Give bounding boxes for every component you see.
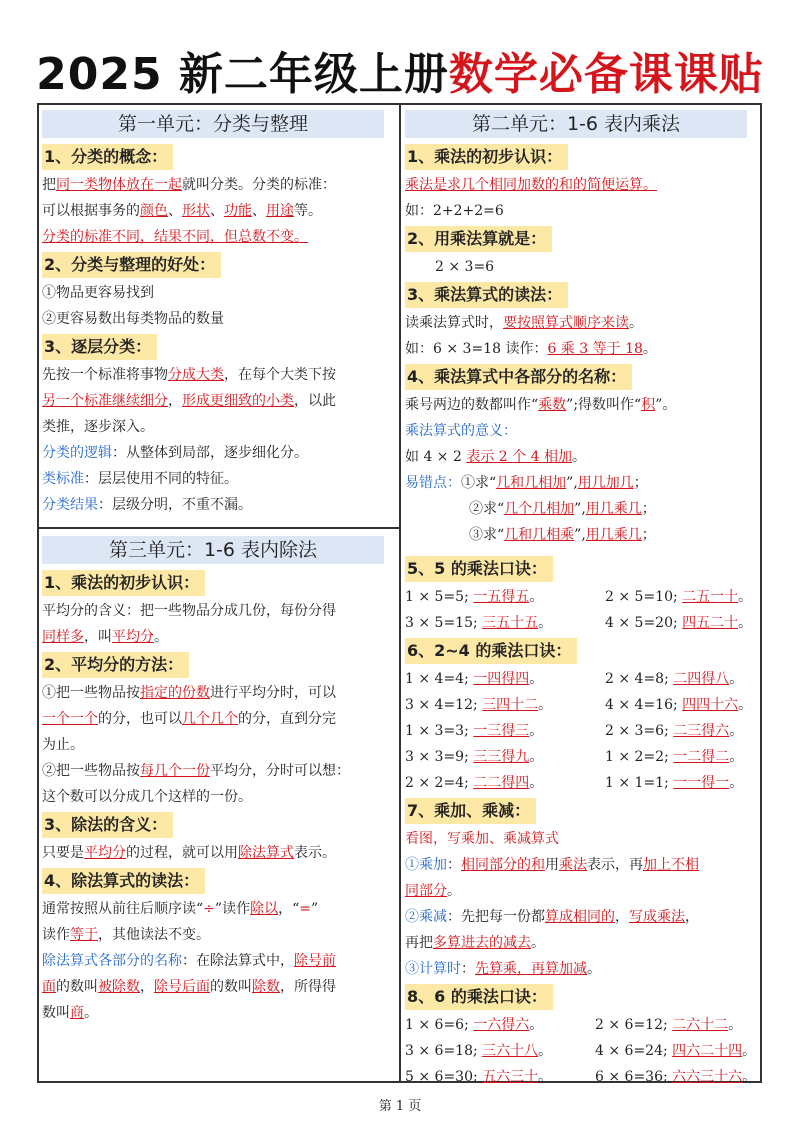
column-divider xyxy=(399,103,401,1083)
unit1-s2: 2、分类与整理的好处： xyxy=(42,252,221,278)
unit1-s3-line4: 分类的逻辑：从整体到局部，逐步细化分。 xyxy=(42,445,308,461)
unit1-s3-line2: 另一个标准继续细分，形成更细致的小类，以此 xyxy=(42,393,336,409)
unit1-s3-line1: 先按一个标准将事物分成大类，在每个大类下按 xyxy=(42,367,336,383)
unit3-s4-line2: 读作等于，其他读法不变。 xyxy=(42,927,210,943)
unit3-s2-line4: ②把一些物品按每几个一份平均分，分时可以想： xyxy=(42,763,350,779)
unit2-s7-line6: ③计算时：先算乘，再算加减。 xyxy=(405,961,601,977)
unit3-section xyxy=(42,536,394,1026)
unit1-s1-line2: 可以根据事务的颜色、形状、功能、用途等。 xyxy=(42,203,322,219)
page-footer: 第 1 页 xyxy=(378,1099,422,1114)
unit3-heading: 第三单元：1-6 表内除法 xyxy=(42,536,384,564)
unit2-s3-line1: 读乘法算式时，要按照算式顺序来读。 xyxy=(405,315,643,331)
unit2-s4-line2: 乘法算式的意义： xyxy=(405,423,517,439)
unit3-s1: 1、乘法的初步认识： xyxy=(42,570,205,596)
unit3-s2-line1: ①把一些物品按指定的份数进行平均分时，可以 xyxy=(42,685,336,701)
unit3-s2-line3: 为止。 xyxy=(42,737,84,753)
unit1-s2-line2: ②更容易数出每类物品的数量 xyxy=(42,311,224,327)
unit2-s4-line6: ③求“几和几相乘”,用几乘几； xyxy=(469,527,656,543)
unit2-s1-line1: 乘法是求几个相同加数的和的简便运算。 xyxy=(405,177,657,193)
unit1-heading: 第一单元：分类与整理 xyxy=(42,110,384,138)
unit2-s7-line4: ②乘减：先把每一份都算成相同的，写成乘法， xyxy=(405,909,699,925)
unit3-s3-line1: 只要是平均分的过程，就可以用除法算式表示。 xyxy=(42,845,336,861)
unit1-s2-line1: ①物品更容易找到 xyxy=(42,285,154,301)
unit1-s1-line3: 分类的标准不同，结果不同，但总数不变。 xyxy=(42,229,308,245)
unit2-heading: 第二单元：1-6 表内乘法 xyxy=(405,110,747,138)
unit2-s1-line2: 如：2+2+2=6 xyxy=(405,203,504,219)
k24-row: 3 × 4=12; 三四十二。 4 × 4=16; 四四十六。 xyxy=(405,697,753,713)
unit1-s3-line6: 分类结果：层级分明，不重不漏。 xyxy=(42,497,252,513)
unit2-s6: 6、2~4 的乘法口诀： xyxy=(405,638,577,664)
unit1-s3-line5: 类标准：层层使用不同的特征。 xyxy=(42,471,238,487)
k6-row: 3 × 6=18; 三六十八。 4 × 6=24; 四六二十四。 xyxy=(405,1043,757,1059)
unit3-s4: 4、除法算式的读法： xyxy=(42,868,205,894)
unit1-s3: 3、逐层分类： xyxy=(42,334,157,360)
k6-row: 1 × 6=6; 一六得六。 2 × 6=12; 二六十二。 xyxy=(405,1017,743,1033)
unit2-s4-line3: 如 4 × 2 表示 2 个 4 相加。 xyxy=(405,449,586,465)
unit1-s1: 1、分类的概念： xyxy=(42,144,173,170)
unit3-s2: 2、平均分的方法： xyxy=(42,652,189,678)
unit3-s3: 3、除法的含义： xyxy=(42,812,173,838)
unit3-s4-line1: 通常按照从前往后顺序读“÷”读作除以，“=” xyxy=(42,901,319,917)
unit2-s7: 7、乘加、乘减： xyxy=(405,798,536,824)
row-divider xyxy=(37,527,400,529)
unit1-section xyxy=(42,110,394,518)
unit2-s4-line1: 乘号两边的数都叫作“乘数”;得数叫作“积”。 xyxy=(405,397,677,413)
k24-row: 1 × 4=4; 一四得四。 2 × 4=8; 二四得八。 xyxy=(405,671,744,687)
unit2-s2: 2、用乘法算就是： xyxy=(405,226,552,252)
k24-row: 2 × 2=4; 二二得四。 1 × 1=1; 一一得一。 xyxy=(405,775,744,791)
unit3-s4-line4: 面的数叫被除数，除号后面的数叫除数，所得得 xyxy=(42,979,336,995)
k6-row: 5 × 6=30; 五六三十。 6 × 6=36; 六六三十六。 xyxy=(405,1069,757,1085)
unit2-s4-line4: 易错点：①求“几和几相加”,用几加几； xyxy=(405,475,648,491)
unit3-s1-line2: 同样多，叫平均分。 xyxy=(42,629,168,645)
k24-row: 3 × 3=9; 三三得九。 1 × 2=2; 一二得二。 xyxy=(405,749,744,765)
k5-row: 1 × 5=5; 一五得五。 2 × 5=10; 二五一十。 xyxy=(405,589,753,605)
unit2-s7-line2: ①乘加：相同部分的和用乘法表示，再加上不相 xyxy=(405,857,699,873)
unit2-s1: 1、乘法的初步认识： xyxy=(405,144,568,170)
unit3-s1-line1: 平均分的含义：把一些物品分成几份，每份分得 xyxy=(42,603,336,619)
unit3-s2-line5: 这个数可以分成几个这样的一份。 xyxy=(42,789,252,805)
unit2-s7-line5: 再把多算进去的减去。 xyxy=(405,935,545,951)
unit2-s8: 8、6 的乘法口诀： xyxy=(405,984,553,1010)
unit1-s3-line3: 类推，逐步深入。 xyxy=(42,419,154,435)
k5-row: 3 × 5=15; 三五十五。 4 × 5=20; 四五二十。 xyxy=(405,615,753,631)
unit2-s5: 5、5 的乘法口诀： xyxy=(405,556,553,582)
unit2-section xyxy=(405,110,757,1090)
unit3-s4-line3: 除法算式各部分的名称：在除法算式中，除号前 xyxy=(42,953,336,969)
k24-row: 1 × 3=3; 一三得三。 2 × 3=6; 二三得六。 xyxy=(405,723,744,739)
unit2-s3: 3、乘法算式的读法： xyxy=(405,282,568,308)
page-title: 2025 新二年级上册数学必备课课贴 xyxy=(36,49,764,100)
unit2-s4: 4、乘法算式中各部分的名称： xyxy=(405,364,632,390)
unit3-s4-line5: 数叫商。 xyxy=(42,1005,98,1021)
unit3-s2-line2: 一个一个的分，也可以几个几个的分，直到分完 xyxy=(42,711,336,727)
unit2-s2-line1: 2 × 3=6 xyxy=(435,259,495,275)
unit1-s1-line1: 把同一类物体放在一起就叫分类。分类的标准： xyxy=(42,177,336,193)
unit2-s4-line5: ②求“几个几相加”,用几乘几； xyxy=(469,501,656,517)
unit2-s7-line3: 同部分。 xyxy=(405,883,461,899)
unit2-s3-line2: 如：6 × 3=18 读作：6 乘 3 等于 18。 xyxy=(405,341,657,357)
unit2-s7-line1: 看图，写乘加、乘减算式 xyxy=(405,831,559,847)
